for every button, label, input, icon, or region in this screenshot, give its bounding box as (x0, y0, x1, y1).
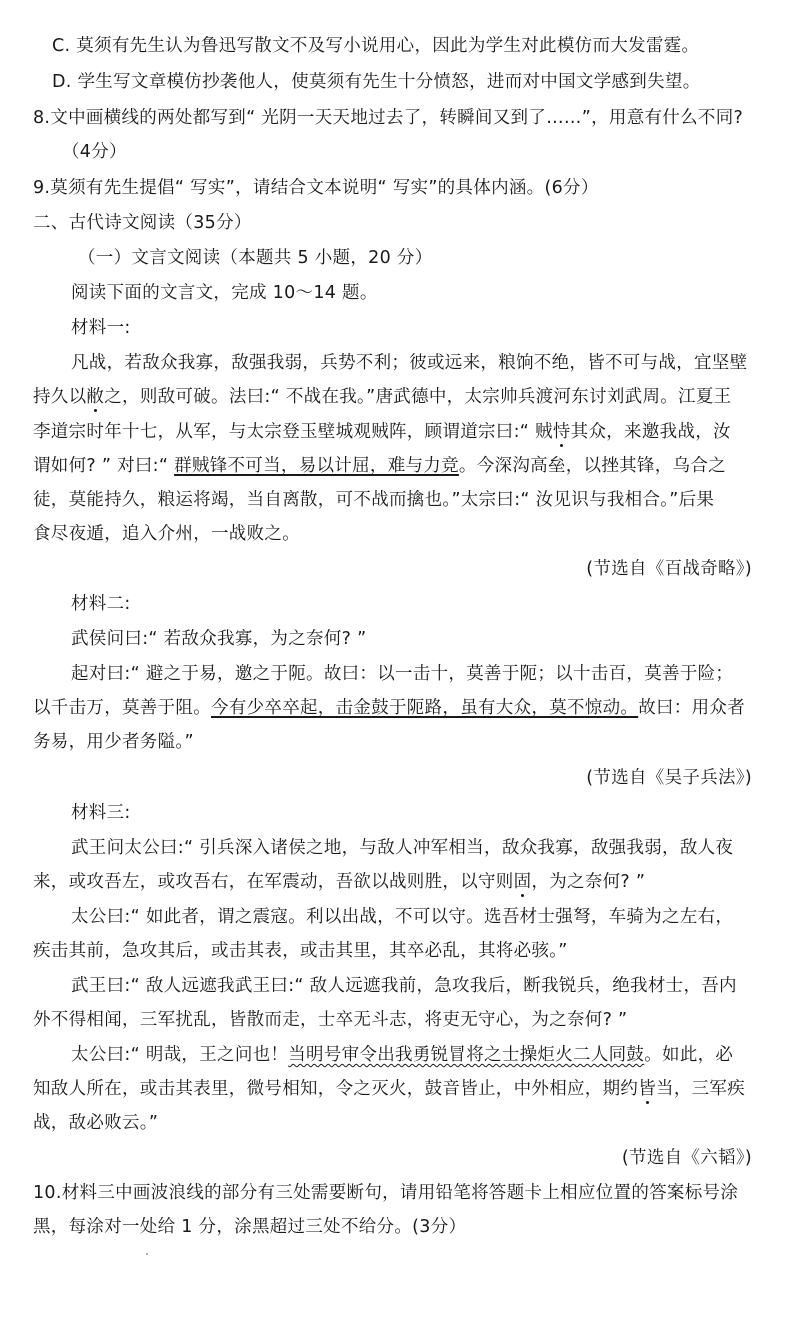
q7-option-c: C. 莫须有先生认为鲁迅写散文不及写小说用心，因此为学生对此模仿而大发雷霆。 (52, 36, 700, 56)
material-1-line (33, 385, 731, 409)
text-run: 来，或攻吾左，或攻吾右，在军震动，吾欲以战则胜，以守则 (33, 872, 514, 892)
q10-prompt-cont: 黑，每涂对一处给 1 分，涂黑超过三处不给分。(3分） (33, 1217, 467, 1237)
material-2-line (33, 696, 745, 720)
material-3-line (71, 1043, 733, 1067)
text-run: 知敌人所在，或击其表里，微号相知，令之灭火，鼓音皆止，中外相应，期约 (33, 1079, 639, 1099)
q9-prompt: 9.莫须有先生提倡“ 写实”，请结合文本说明“ 写实”的具体内涵。(6分） (33, 178, 599, 198)
scan-speck (146, 1253, 148, 1255)
material-2-line: 务易，用少者务隘。” (33, 732, 194, 752)
material-2-line: 武侯问曰:“ 若敌众我寡，为之奈何? ” (71, 629, 367, 649)
q10-prompt: 10.材料三中画波浪线的部分有三处需要断句，请用铅笔将答题卡上相应位置的答案标号涂 (33, 1183, 739, 1203)
reading-instruction: 阅读下面的文言文，完成 10～14 题。 (71, 283, 378, 303)
material-1-label: 材料一: (71, 318, 131, 338)
underlined-sentence: 今有少卒卒起，击金鼓于阨路，虽有大众，莫不惊动。 (211, 698, 639, 718)
text-run: 故曰：用众者 (638, 698, 746, 718)
wavy-underlined-sentence: 当明号审令出我勇锐冒将之士操炬火二人同鼓 (288, 1045, 645, 1065)
subsection-heading: （一）文言文阅读（本题共 5 小题，20 分） (78, 248, 433, 268)
material-1-source: (节选自《百战奇略》) (586, 559, 752, 579)
text-run: 。今深沟高垒，以挫其锋，乌合之 (458, 456, 726, 476)
text-run: 。如此，必 (644, 1045, 734, 1065)
emphasis-dot-char: 固 (513, 872, 532, 892)
material-3-line: 武王曰:“ 敌人远遮我武王曰:“ 敌人远遮我前，急攻我后，断我锐兵，绝我材士，吾内 (71, 976, 737, 996)
text-run: 以千击万，莫善于阻。 (33, 698, 211, 718)
material-3-line: 外不得相闻，三军扰乱，皆散而走，士卒无斗志，将吏无守心，为之奈何? ” (33, 1010, 628, 1030)
text-run: 之，则敌可破。法曰:“ 不战在我。”唐武德中，太宗帅兵渡河东讨刘武周。江夏王 (104, 387, 732, 407)
q8-points: （4分） (62, 142, 127, 162)
material-3-line: 疾击其前，急攻其后，或击其表，或击其里，其卒必乱，其将必骇。” (33, 941, 568, 961)
text-run: 李道宗时年十七，从军，与太宗登玉壁城观贼阵，顾谓道宗曰:“ 贼 (33, 422, 553, 442)
text-run: ，为之奈何? ” (531, 872, 646, 892)
text-run: 持久以 (33, 387, 87, 407)
material-1-line (33, 454, 726, 478)
emphasis-dot-char: 敝 (86, 387, 105, 407)
text-run: 当，三军疾 (656, 1079, 746, 1099)
material-3-line: 武王问太公曰:“ 引兵深入诸侯之地，与敌人冲军相当，敌众我寡，敌强我弱，敌人夜 (71, 838, 734, 858)
material-1-line: 徒，莫能持久，粮运将竭，当自离散，可不战而擒也。”太宗曰:“ 汝见识与我相合。”后果 (33, 490, 715, 510)
q8-prompt: 8.文中画横线的两处都写到“ 光阴一天天地过去了，转瞬间又到了……”，用意有什么不同? (33, 108, 744, 128)
q7-option-d: D. 学生写文章模仿抄袭他人，使莫须有先生十分愤怒，进而对中国文学感到失望。 (52, 72, 701, 92)
material-3-line: 太公曰:“ 如此者，谓之震寇。利以出战，不可以守。选吾材士强弩，车骑为之左右， (71, 907, 734, 927)
material-3-line (33, 870, 645, 894)
emphasis-dot-char: 皆 (638, 1079, 657, 1099)
emphasis-dot-char: 恃 (552, 422, 571, 442)
text-run: 太公曰:“ 明哉，王之问也！ (71, 1045, 289, 1065)
material-2-label: 材料二: (71, 594, 131, 614)
text-run: 其众，来邀我战，汝 (570, 422, 731, 442)
section-heading: 二、古代诗文阅读（35分） (33, 213, 252, 233)
material-1-line: 食尽夜遁，追入介州，一战败之。 (33, 524, 300, 544)
material-2-source: (节选自《吴子兵法》) (586, 768, 752, 788)
material-2-line: 起对曰:“ 避之于易，邀之于阨。故曰：以一击十，莫善于阨；以十击百，莫善于险； (71, 664, 734, 684)
material-3-source: (节选自《六韬》) (621, 1148, 752, 1168)
material-1-line: 凡战，若敌众我寡，敌强我弱，兵势不利；彼或远来，粮饷不绝，皆不可与战，宜坚壁 (71, 353, 748, 373)
material-3-line: 战，敌必败云。” (33, 1113, 159, 1133)
material-3-line (33, 1077, 745, 1101)
material-3-label: 材料三: (71, 803, 131, 823)
text-run: 谓如何? ” 对曰:“ (33, 456, 175, 476)
underlined-sentence: 群贼锋不可当，易以计屈，难与力竞 (174, 456, 459, 476)
material-1-line (33, 420, 731, 444)
